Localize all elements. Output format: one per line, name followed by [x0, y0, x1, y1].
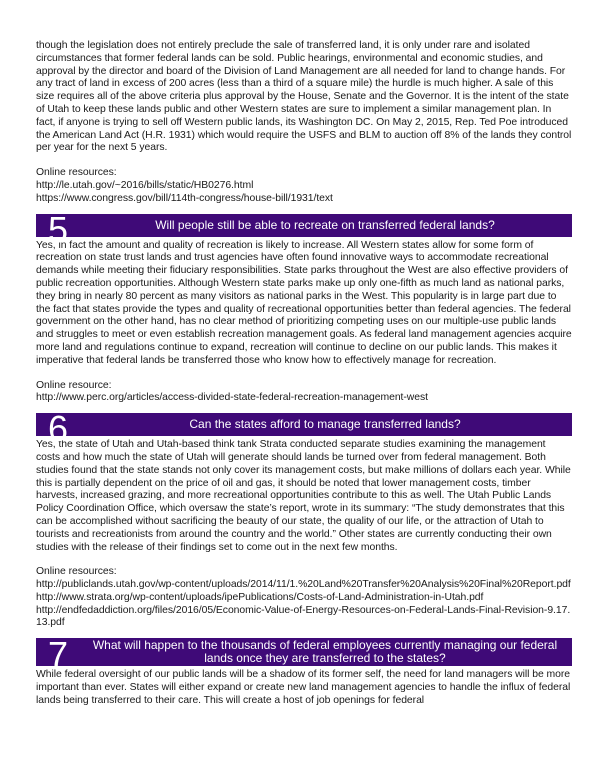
section-paragraph: While federal oversight of our public lands will be a shadow of its former self, the need for land managers will be more important than ever. States will either expand or create new land management agencies to handle the influx of federal lands being transferred to their care. This will create a host of job openings for federal — [36, 669, 571, 706]
section-paragraph: Yes, the state of Utah and Utah-based think tank Strata conducted separate studies examining the management costs and how much the state of Utah will generate should lands be turned over from federal management. Both studies found that the state stands not only cover its management costs, but make millions of dollars each year. While this is partially dependent on the price of oil and gas, it should be noted that lower management costs, timber harvests, increased grazing, and more recreational opportunities contribute to this as well. The Utah Public Lands Policy Coordination Office, which oversaw the state’s report, wrote in its summary: “The study demonstrates that this can be accomplished without sacrificing the beauty of our state, the quality of our life, or the attraction of Utah to tourists and recreationists from around the country and the world.” Other states are currently conducting their own studies with the release of their findings set to come out in the next few months. — [36, 439, 571, 553]
resources-heading: Online resources: — [36, 566, 117, 578]
section-paragraph: Yes, in fact the amount and quality of recreation is likely to increase. All Western states allow for some form of recreation on state trust lands and trust agencies have often found innovative ways to accommodate recreational demands while meeting their fiduciary responsibilities. State parks throughout the West are also effective providers of public recreation opportunities. Although Western state parks make up only one-fifth as much land as national parks, they bring in nearly 80 percent as many visitors as national parks in the West. This popularity is in large part due to the fact that states provide the types and quality of recreational opportunities better than federal agencies. The federal government on the other hand, has no clear method of prioritizing competing uses on our multiple-use public lands and struggles to meet or even establish recreation management goals. As federal land management agencies acquire more land and regulations continue to expand, recreation will continue to decline on our public lands. This makes it imperative that federal lands be transferred those who know how to effectively manage for recreation. — [36, 239, 572, 366]
section-question: Will people still be able to recreate on transferred federal lands? — [155, 217, 495, 232]
resource-link[interactable]: http://www.strata.org/wp-content/uploads/ipePublications/Costs-of-Land-Administration-in-Utah.pdf — [36, 591, 484, 603]
resource-link[interactable]: http://www.perc.org/articles/access-divided-state-federal-recreation-management-west — [36, 392, 428, 404]
intro-paragraph: though the legislation does not entirely preclude the sale of transferred land, it is only under rare and isolated circumstances that former federal lands can be sold. Public hearings, environmental and economic studies, and approval by the director and board of the Division of Land Management are all needed for land to change hands. For any tract of land in excess of 200 acres (less than a third of a square mile) the hurdle is much higher. A sale of this size requires all of the above criteria plus approval by the House, Senate and the Governor. It is the intent of the state of Utah to keep these lands public and other Western states are sure to implement a similar management plan. In fact, if anyone is trying to sell off Western public lands, its Washington DC. On May 2, 2015, Rep. Ted Poe introduced the American Land Act (H.R. 1931) which would require the USFS and BLM to auction off 8% of the lands they control per year for the next 5 years. — [36, 40, 572, 154]
section-number: 6 — [47, 408, 69, 450]
section-header-7 — [36, 634, 572, 676]
section-header-6 — [36, 408, 572, 450]
section-question: What will happen to the thousands of federal employees currently managing our federal lands once they are transferred to the states? — [92, 638, 558, 666]
section-number: 5 — [47, 208, 69, 250]
section-question: Can the states afford to manage transferred lands? — [189, 417, 461, 432]
resource-link[interactable]: https://www.congress.gov/bill/114th-congress/house-bill/1931/text — [36, 192, 333, 204]
section-number: 7 — [47, 634, 69, 676]
resource-link[interactable]: http://publiclands.utah.gov/wp-content/uploads/2014/11/1.%20Land%20Transfer%20Analysis%20Final%20Report.pdf — [36, 579, 571, 591]
resource-link[interactable]: http://endfedaddiction.org/files/2016/05/Economic-Value-of-Energy-Resources-on-Federal-Lands-Final-Revision-9.17.13.pdf — [36, 604, 571, 629]
resource-link[interactable]: http://le.utah.gov/~2016/bills/static/HB0276.html — [36, 179, 254, 191]
resources-heading: Online resources: — [36, 167, 117, 179]
section-header-5 — [36, 208, 572, 250]
resources-heading: Online resource: — [36, 379, 112, 391]
